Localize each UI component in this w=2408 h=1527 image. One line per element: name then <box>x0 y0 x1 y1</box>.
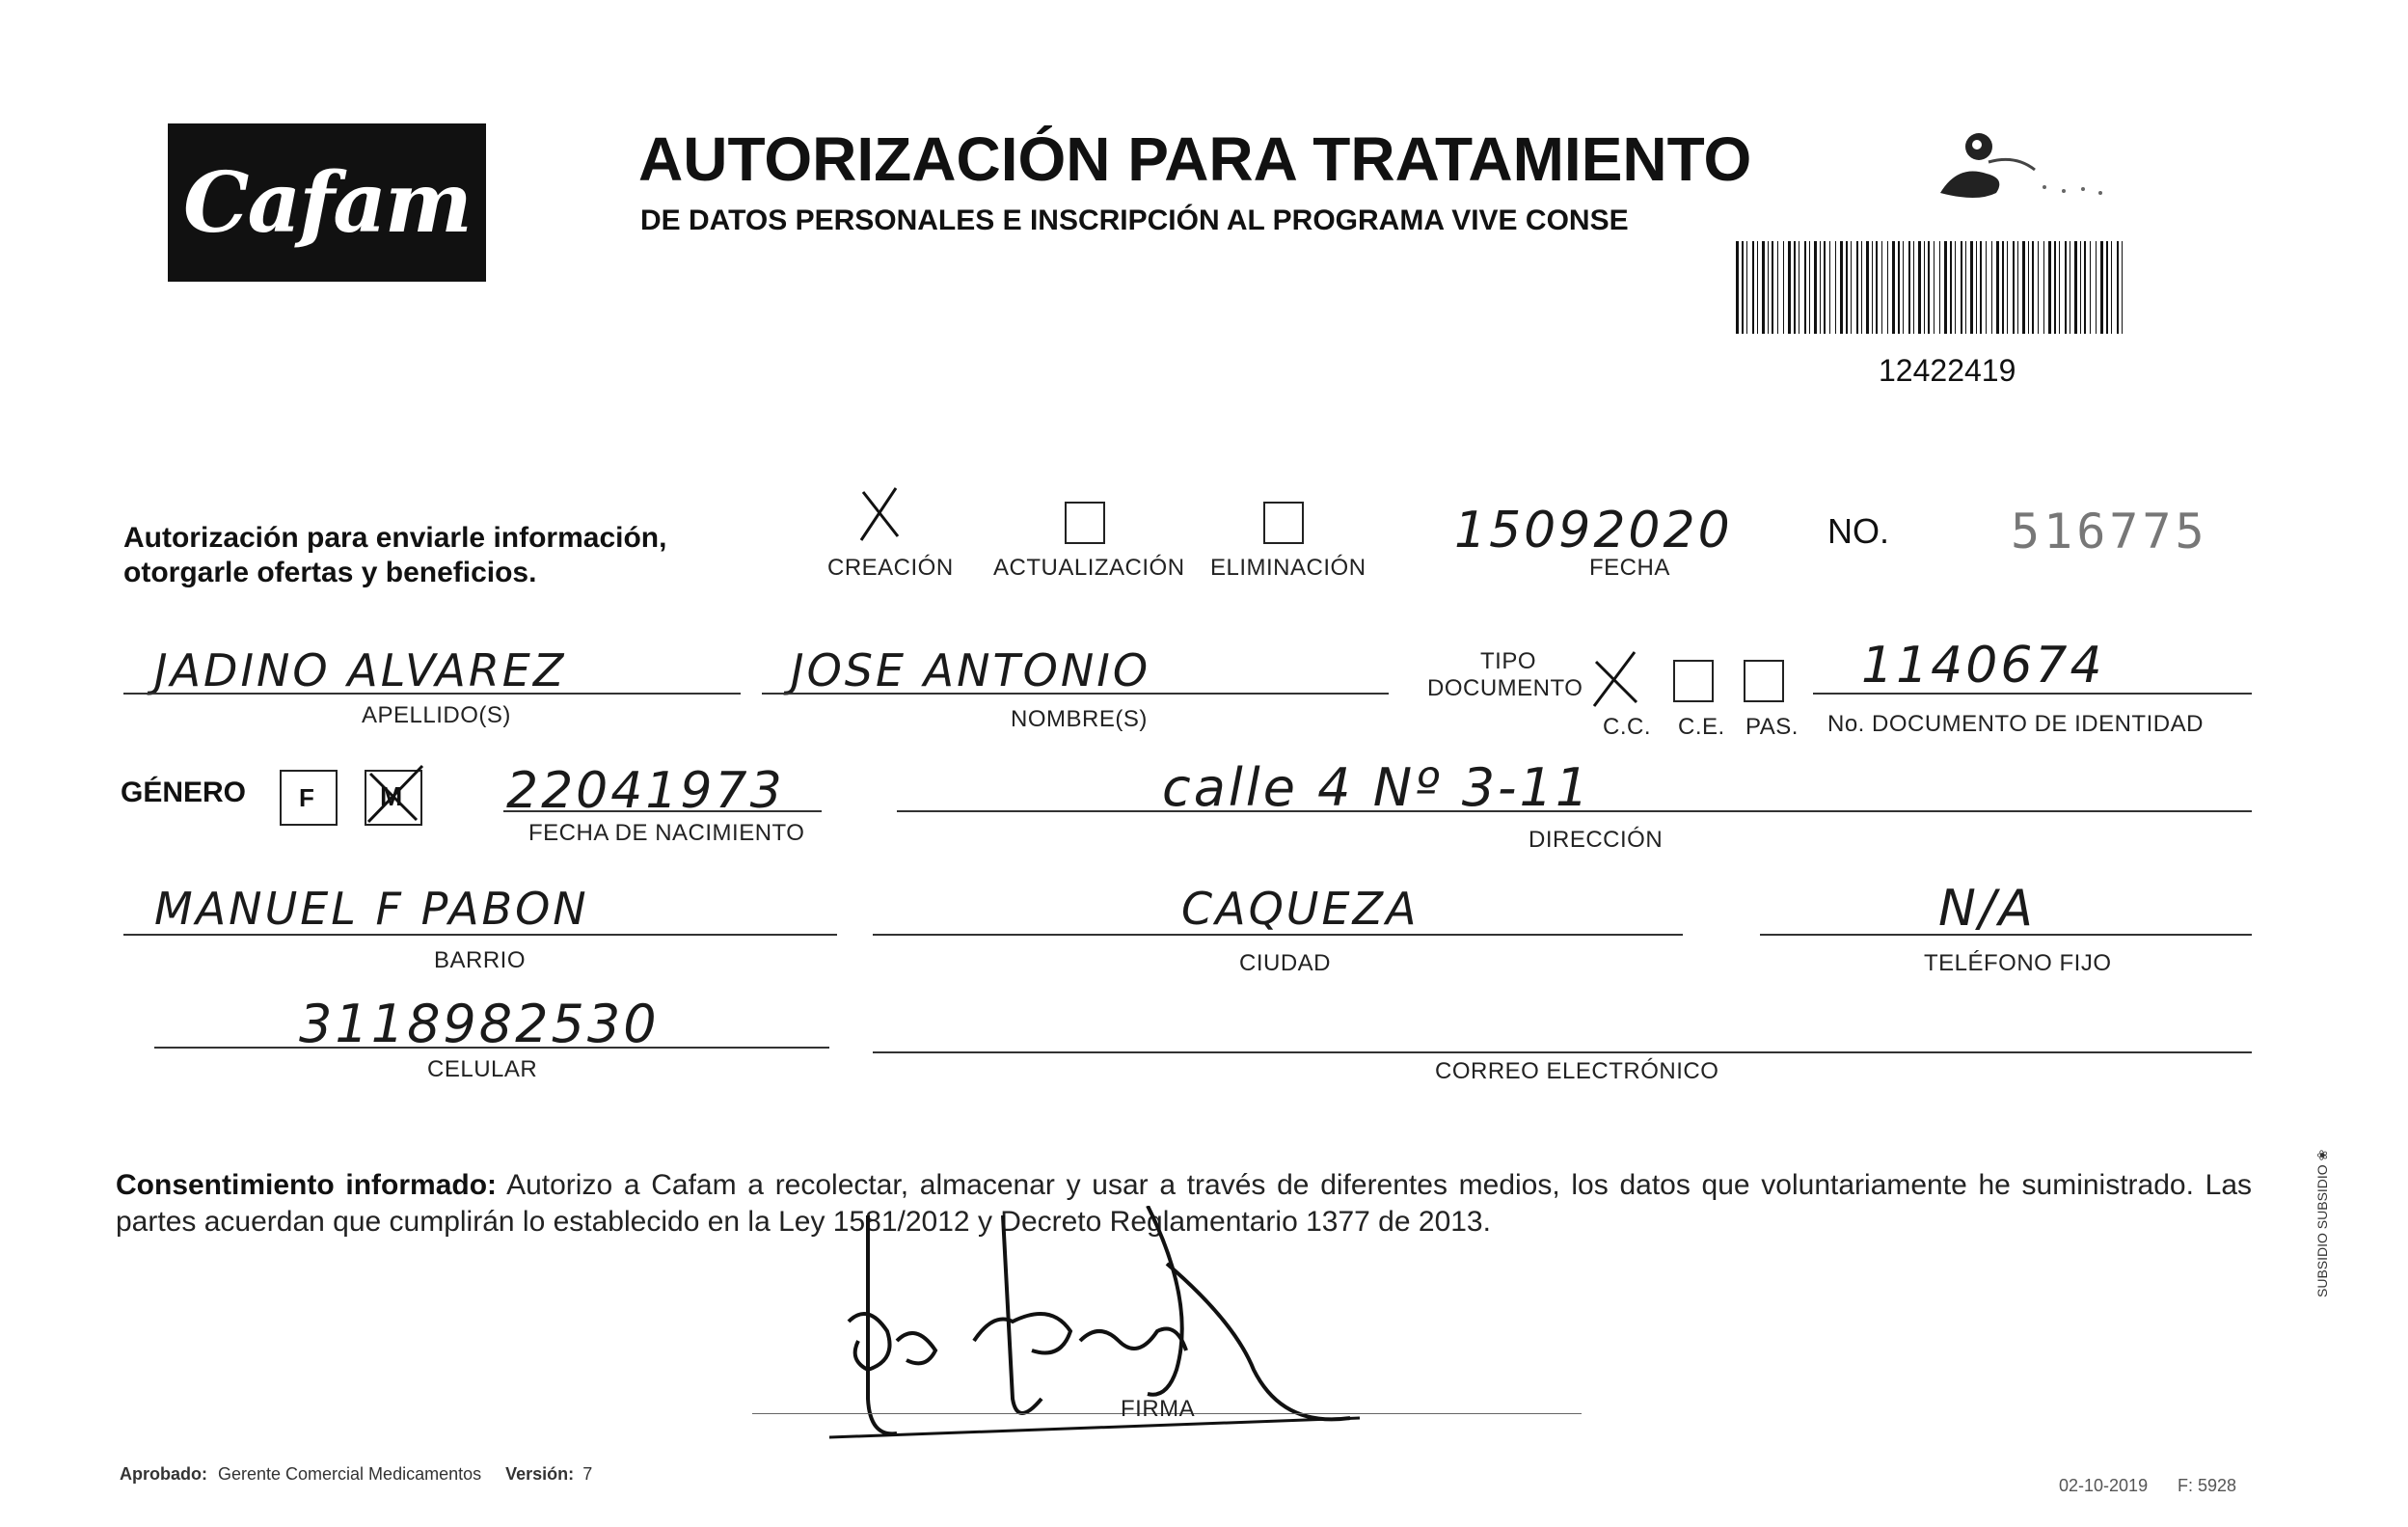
barcode-bar <box>2117 241 2119 334</box>
version-label: Versión: <box>505 1464 575 1484</box>
nacimiento-label: FECHA DE NACIMIENTO <box>528 820 805 846</box>
consent-heading: Consentimiento informado: <box>116 1169 498 1201</box>
barcode-bar <box>1918 241 1921 334</box>
telefono-value[interactable]: N/A <box>1938 880 2036 938</box>
documento-value[interactable]: 1140674 <box>1861 637 2105 695</box>
barcode-bar <box>2065 241 2067 334</box>
apellidos-label: APELLIDO(S) <box>362 702 511 728</box>
logo-text: Cafam <box>183 153 471 252</box>
barcode-bar <box>1928 241 1930 334</box>
barcode-bar <box>1742 241 1744 334</box>
ciudad-label: CIUDAD <box>1239 950 1332 976</box>
barcode-bar <box>2038 241 2039 334</box>
barcode-bar <box>2106 241 2108 334</box>
barcode-bar <box>2022 241 2025 334</box>
barcode-bar <box>2048 241 2051 334</box>
barcode-bar <box>1934 241 1935 334</box>
barcode-bar <box>1768 241 1769 334</box>
checkbox-actualizacion[interactable] <box>1065 502 1105 544</box>
barcode-bar <box>1950 241 1952 334</box>
genero-label: GÉNERO <box>121 777 247 808</box>
barrio-label: BARRIO <box>434 947 527 973</box>
barcode-bar <box>1939 241 1940 334</box>
barcode-bar <box>2084 241 2086 334</box>
barcode-bar <box>1913 241 1914 334</box>
barcode-bar <box>1892 241 1895 334</box>
barcode-bar <box>2096 241 2097 334</box>
direccion-value[interactable]: calle 4 Nº 3-11 <box>1162 757 1592 818</box>
nombres-line <box>762 693 1389 695</box>
version-value: 7 <box>582 1464 593 1484</box>
barcode-bar <box>1762 241 1765 334</box>
authorization-text <box>123 521 666 590</box>
correo-label: CORREO ELECTRÓNICO <box>1435 1058 1719 1084</box>
check-mark-icon <box>1588 648 1642 710</box>
barcode-bar <box>1820 241 1821 334</box>
checkbox-cc[interactable] <box>1596 660 1637 702</box>
nacimiento-value[interactable]: 22041973 <box>506 762 785 820</box>
barcode-bar <box>2028 241 2029 334</box>
barcode-bar <box>1898 241 1900 334</box>
barcode-bar <box>1856 241 1858 334</box>
label-ce: C.E. <box>1678 714 1725 740</box>
consent-text: Autorizo a Cafam a recolectar, almacenar y usar a través de diferentes medios, los datos que voluntariamente he suministrado. Las partes acuerdan que cumplirán lo establecido en la Ley 1581/2012 y Decreto Reglamentario 1377 de 2013. <box>116 1169 2253 1238</box>
barcode-bar <box>1824 241 1826 334</box>
barcode-bar <box>1872 241 1873 334</box>
barcode-bar <box>1752 241 1754 334</box>
barcode-bar <box>1965 241 1966 334</box>
authorization-text-line2: otorgarle ofertas y beneficios. <box>123 557 537 588</box>
direccion-line <box>897 810 2252 812</box>
program-emblem-icon <box>1929 125 2112 212</box>
check-mark-icon <box>857 484 900 542</box>
barcode-bar <box>2043 241 2044 334</box>
barrio-value[interactable]: MANUEL F PABON <box>154 883 589 935</box>
label-creacion: CREACIÓN <box>827 555 954 581</box>
celular-label: CELULAR <box>427 1056 538 1082</box>
tipo-label-2: DOCUMENTO <box>1427 675 1583 701</box>
barcode-bar <box>1809 241 1810 334</box>
documento-label: No. DOCUMENTO DE IDENTIDAD <box>1827 711 2204 737</box>
side-vertical-text: SUBSIDIO SUBSIDIO ❀ <box>2314 1149 2330 1297</box>
barcode-bar <box>1794 241 1796 334</box>
label-pas: PAS. <box>1745 714 1799 740</box>
checkbox-ce[interactable] <box>1673 660 1714 702</box>
ciudad-line <box>873 934 1683 936</box>
barcode-bar <box>1814 241 1817 334</box>
label-m: M <box>380 781 403 811</box>
barcode-bar <box>1861 241 1862 334</box>
barcode-bar <box>2054 241 2056 334</box>
barcode-bar <box>1851 241 1852 334</box>
authorization-text-line1: Autorización para enviarle información, <box>123 522 667 554</box>
check-mark-icon <box>361 760 428 828</box>
barcode-bar <box>1804 241 1806 334</box>
barcode-bar <box>1788 241 1791 334</box>
checkbox-pas[interactable] <box>1744 660 1784 702</box>
barcode-bar <box>1924 241 1925 334</box>
barcode-bar <box>1736 241 1739 334</box>
barcode-bar <box>1783 241 1784 334</box>
label-cc: C.C. <box>1603 714 1651 740</box>
barcode-bar <box>1970 241 1973 334</box>
footer-date: 02-10-2019 <box>2059 1476 2149 1495</box>
barcode <box>1736 241 2131 334</box>
barcode-bar <box>2059 241 2060 334</box>
fecha-value[interactable]: 15092020 <box>1454 502 1733 559</box>
aprobado-value: Gerente Comercial Medicamentos <box>218 1464 482 1484</box>
correo-line <box>873 1051 2252 1053</box>
barcode-bar <box>1903 241 1904 334</box>
barcode-bar <box>1829 241 1830 334</box>
barcode-bar <box>2013 241 2015 334</box>
barcode-bar <box>1944 241 1947 334</box>
barcode-bar <box>2100 241 2103 334</box>
document-subtitle: DE DATOS PERSONALES E INSCRIPCIÓN AL PROGRAMA VIVE CONSE <box>640 205 1629 236</box>
barcode-bar <box>1866 241 1869 334</box>
barcode-bar <box>1881 241 1882 334</box>
nacimiento-line <box>503 810 822 812</box>
signature-drawing <box>829 1206 1369 1457</box>
telefono-label: TELÉFONO FIJO <box>1924 950 2112 976</box>
footer-form-code: F: 5928 <box>2178 1476 2237 1495</box>
barcode-bar <box>1980 241 1982 334</box>
checkbox-creacion[interactable] <box>871 500 911 542</box>
tipo-label-1: TIPO <box>1480 648 1537 674</box>
apellidos-line <box>123 693 741 695</box>
barcode-bar <box>1908 241 1910 334</box>
barcode-bar <box>2111 241 2112 334</box>
label-actualizacion: ACTUALIZACIÓN <box>993 555 1185 581</box>
label-eliminacion: ELIMINACIÓN <box>1210 555 1366 581</box>
fecha-label: FECHA <box>1589 555 1670 581</box>
no-label: NO. <box>1827 511 1890 551</box>
barcode-bar <box>1991 241 1992 334</box>
aprobado-label: Aprobado: <box>120 1464 207 1484</box>
celular-line <box>154 1047 829 1049</box>
footer-approval <box>120 1464 592 1485</box>
document-title: AUTORIZACIÓN PARA TRATAMIENTO <box>638 124 1752 194</box>
apellidos-value[interactable]: JADINO ALVAREZ <box>154 644 567 696</box>
telefono-line <box>1760 934 2252 936</box>
checkbox-f[interactable] <box>280 770 338 826</box>
barcode-bar <box>1777 241 1778 334</box>
direccion-label: DIRECCIÓN <box>1529 827 1664 853</box>
barcode-bar <box>1976 241 1977 334</box>
checkbox-m[interactable] <box>365 770 422 826</box>
documento-line <box>1813 693 2252 695</box>
barcode-number: 12422419 <box>1879 353 2016 388</box>
barcode-bar <box>1961 241 1962 334</box>
barcode-bar <box>1887 241 1888 334</box>
no-value: 516775 <box>2011 504 2208 559</box>
cafam-logo <box>168 123 486 282</box>
barcode-bar <box>2122 241 2123 334</box>
barcode-bar <box>2074 241 2077 334</box>
barcode-bar <box>1746 241 1747 334</box>
barcode-bar <box>2017 241 2018 334</box>
celular-value[interactable]: 3118982530 <box>299 994 660 1054</box>
barcode-bar <box>2002 241 2004 334</box>
barcode-bar <box>2007 241 2008 334</box>
barcode-bar <box>1846 241 1848 334</box>
barcode-bar <box>1772 241 1773 334</box>
barcode-bar <box>1986 241 1987 334</box>
barcode-bar <box>2032 241 2034 334</box>
checkbox-eliminacion[interactable] <box>1263 502 1304 544</box>
barcode-bar <box>1757 241 1758 334</box>
firma-label: FIRMA <box>1121 1396 1196 1422</box>
barcode-bar <box>2080 241 2081 334</box>
barcode-bar <box>1840 241 1843 334</box>
label-f: F <box>299 783 314 812</box>
ciudad-value[interactable]: CAQUEZA <box>1181 883 1420 935</box>
barcode-bar <box>1835 241 1836 334</box>
nombres-value[interactable]: JOSE ANTONIO <box>791 644 1151 696</box>
barcode-bar <box>1996 241 1999 334</box>
barcode-bar <box>1955 241 1956 334</box>
barrio-line <box>123 934 837 936</box>
barcode-bar <box>1876 241 1878 334</box>
barcode-bar <box>2090 241 2091 334</box>
nombres-label: NOMBRE(S) <box>1011 706 1148 732</box>
